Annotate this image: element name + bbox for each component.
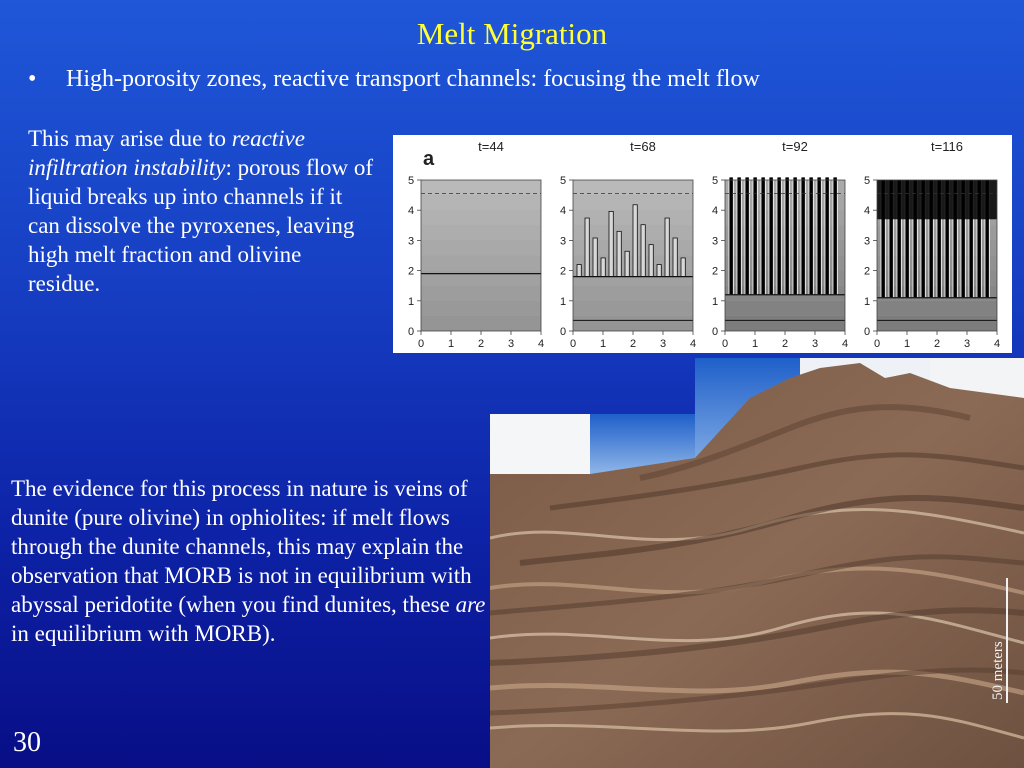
paragraph-instability — [28, 124, 378, 298]
panel-label-1: t=68 — [630, 139, 656, 154]
x-tick-label: 3 — [963, 338, 971, 350]
x-tick-label: 4 — [841, 338, 849, 350]
channel — [625, 251, 629, 276]
scale-bar-label: 50 meters — [990, 641, 1006, 700]
panel-label-0: t=44 — [478, 139, 504, 154]
y-tick-label: 3 — [711, 235, 719, 248]
y-tick-label: 0 — [407, 326, 415, 338]
y-tick-label: 2 — [407, 265, 415, 278]
channel — [793, 177, 797, 295]
y-tick-label: 4 — [863, 205, 871, 218]
channel — [833, 177, 837, 295]
channel — [737, 177, 741, 295]
paragraph-evidence — [11, 474, 491, 648]
para1-text-a: This may arise due to — [28, 126, 232, 151]
y-tick-label: 4 — [407, 205, 415, 218]
x-tick-label: 2 — [781, 338, 789, 350]
ophiolite-photo — [490, 358, 1024, 768]
y-tick-label: 5 — [711, 175, 719, 187]
bullet-text: High-porosity zones, reactive transport channels: focusing the melt flow — [66, 66, 760, 92]
x-tick-label: 2 — [933, 338, 941, 350]
y-tick-label: 2 — [559, 265, 567, 278]
x-tick-label: 2 — [477, 338, 485, 350]
channel — [649, 245, 653, 277]
channel — [657, 265, 661, 277]
x-tick-label: 3 — [659, 338, 667, 350]
x-tick-label: 1 — [599, 338, 607, 350]
ophiolite-photo-image — [490, 358, 1024, 768]
x-tick-label: 1 — [447, 338, 455, 350]
channel — [617, 231, 621, 276]
y-tick-label: 5 — [863, 175, 871, 187]
channel — [777, 177, 781, 295]
y-tick-label: 0 — [863, 326, 871, 338]
channel — [817, 177, 821, 295]
y-tick-label: 0 — [711, 326, 719, 338]
y-tick-label: 1 — [711, 295, 719, 308]
para2-text-a: The evidence for this process in nature is veins of dunite (pure olivine) in ophiolites: if melt flows through the dunite channels, this may explain the observation that MORB is not in equilibrium with abyssal peridotite (when you find dunites, these — [11, 476, 472, 617]
channel — [761, 177, 765, 295]
simulation-figure — [393, 135, 1012, 353]
channel — [745, 177, 749, 295]
channel — [577, 265, 581, 277]
y-tick-label: 1 — [559, 295, 567, 308]
x-tick-label: 3 — [507, 338, 515, 350]
panel-label-3: t=116 — [931, 139, 963, 154]
channel — [809, 177, 813, 295]
channel — [785, 177, 789, 295]
y-tick-label: 3 — [863, 235, 871, 248]
y-tick-label: 5 — [559, 175, 567, 187]
y-tick-label: 4 — [711, 205, 719, 218]
x-tick-label: 0 — [873, 338, 881, 350]
y-tick-label: 1 — [407, 295, 415, 308]
y-tick-label: 2 — [863, 265, 871, 278]
y-tick-label: 3 — [559, 235, 567, 248]
y-tick-label: 0 — [559, 326, 567, 338]
x-tick-label: 3 — [811, 338, 819, 350]
x-tick-label: 1 — [903, 338, 911, 350]
x-tick-label: 0 — [721, 338, 729, 350]
x-tick-label: 0 — [417, 338, 425, 350]
channel — [633, 205, 637, 277]
channel — [585, 218, 589, 277]
x-tick-label: 0 — [569, 338, 577, 350]
channel — [801, 177, 805, 295]
channel — [825, 177, 829, 295]
channel — [601, 258, 605, 277]
para2-italic: are — [455, 592, 486, 617]
bullet-item — [28, 66, 760, 93]
channel — [729, 177, 733, 295]
x-tick-label: 4 — [537, 338, 545, 350]
x-tick-label: 4 — [993, 338, 1001, 350]
y-tick-label: 4 — [559, 205, 567, 218]
channel — [609, 211, 613, 276]
para2-text-b: in equilibrium with MORB). — [11, 621, 276, 646]
channel — [593, 238, 597, 277]
y-tick-label: 3 — [407, 235, 415, 248]
para1-italic: reactive infiltration instability — [28, 126, 305, 180]
x-tick-label: 1 — [751, 338, 759, 350]
panel-label-2: t=92 — [782, 139, 808, 154]
panel-letter: a — [423, 148, 435, 170]
slide-number: 30 — [13, 727, 41, 758]
channel — [769, 177, 773, 295]
y-tick-label: 5 — [407, 175, 415, 187]
x-tick-label: 2 — [629, 338, 637, 350]
channel — [665, 218, 669, 277]
y-tick-label: 1 — [863, 295, 871, 308]
channel — [753, 177, 757, 295]
channel — [681, 258, 685, 277]
x-tick-label: 4 — [689, 338, 697, 350]
channel-fill — [877, 180, 997, 219]
channel — [673, 238, 677, 277]
y-tick-label: 2 — [711, 265, 719, 278]
slide-title: Melt Migration — [416, 16, 608, 51]
simulation-panels — [393, 135, 1012, 353]
para1-text-b: : porous flow of liquid breaks up into channels if it can dissolve the pyroxenes, leaving high melt fraction and olivine residue. — [28, 155, 374, 296]
bullet-symbol: • — [28, 66, 37, 92]
channel — [641, 225, 645, 277]
